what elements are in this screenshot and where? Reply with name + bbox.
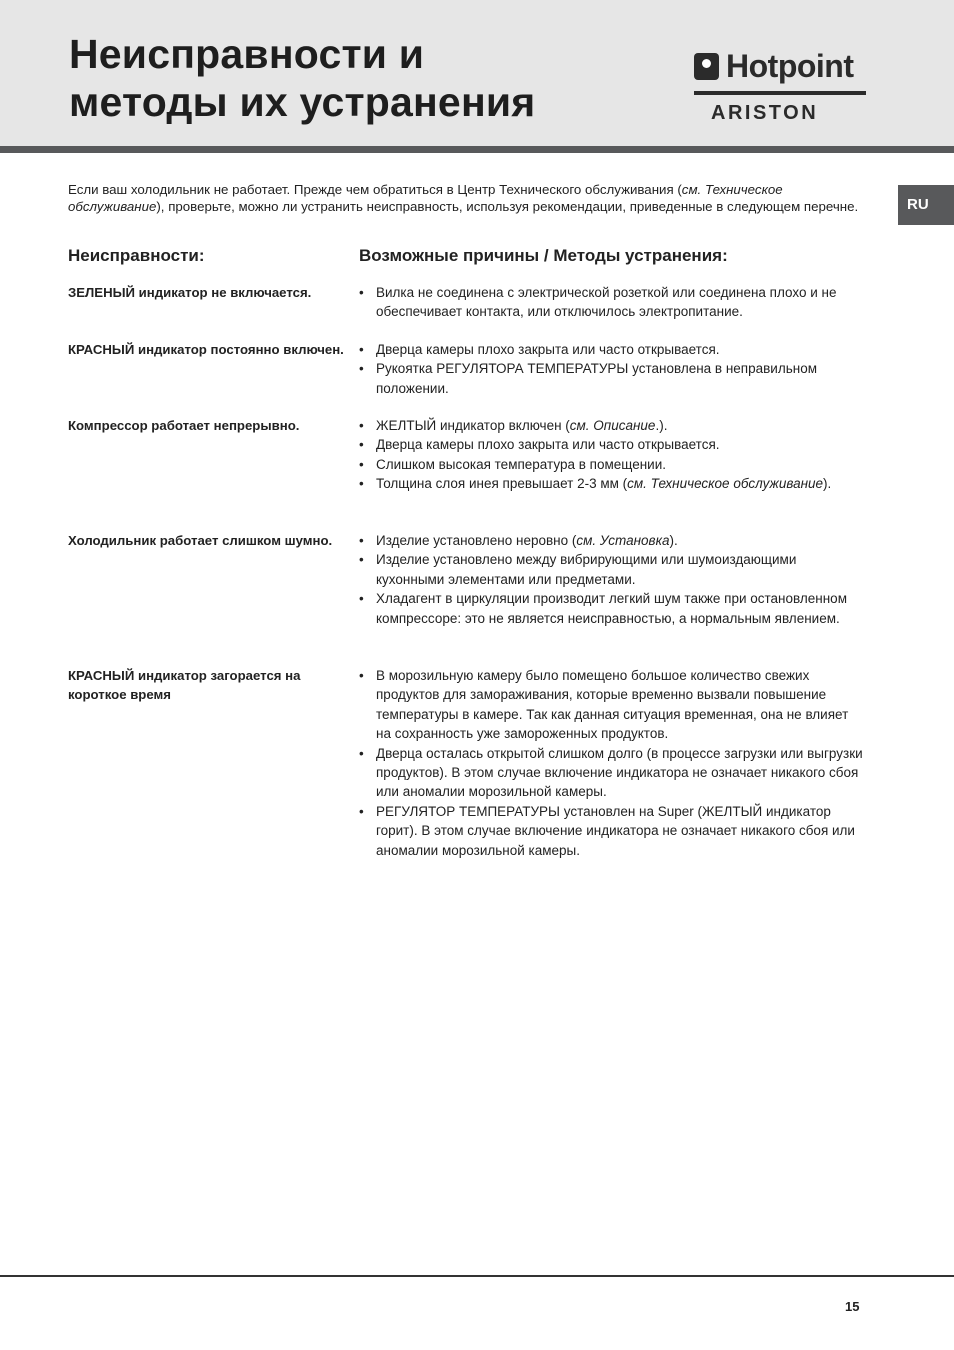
logo-divider [694,91,866,95]
cause-text: Толщина слоя инея превышает 2-3 мм ( [376,476,628,492]
cause-list [359,531,864,628]
fault-title: КРАСНЫЙ индикатор загорается на короткое время [68,668,301,702]
intro-text-a: Если ваш холодильник не работает. Прежде чем обратиться в Центр Технического обслуживания ( [68,182,682,197]
fault-title: ЗЕЛЕНЫЙ индикатор не включается. [68,285,312,300]
cause-item: • В морозильную камеру было помещено большое количество свежих продуктов для замораживания, которые временно вызвали повышение температуры в камере. Так как данная ситуация временная, она не влияет на сохранность уже замороженных продуктов. [359,666,864,744]
cause-text: ). [669,533,678,548]
cause-item: • Дверца камеры плохо закрыта или часто открывается. [359,340,864,359]
cause-item: • Хладагент в циркуляции производит легкий шум также при остановленном компрессоре: это не является неисправностью, а нормальным явлением. [359,589,864,628]
cause-text: Изделие установлено неровно ( [376,533,577,548]
cause-reference: см. Техническое обслуживание [627,476,824,492]
cause-reference: см. Установка [576,533,670,548]
cause-reference: см. Описание [569,418,656,433]
fault-title: Компрессор работает непрерывно. [68,418,300,433]
cause-text: ). [823,476,832,492]
page-number: 15 [845,1299,860,1314]
language-tab: RU [898,185,954,225]
cause-text: .). [655,418,668,433]
cause-list [359,283,864,322]
intro-reference: см. Техническое обслуживание [68,182,783,215]
cause-item: • Изделие установлено между вибрирующими или шумоиздающими кухонными элементами или предметами. [359,550,864,589]
cause-item: • Вилка не соединена с электрической розеткой или соединена плохо и не обеспечивает контакта, или отключилось электропитание. [359,283,864,322]
cause-item: • Дверца осталась открытой слишком долго (в процессе загрузки или выгрузки продуктов). В этом случае включение индикатора не означает никакого сбоя или аномалии морозильной камеры. [359,744,864,802]
cause-item: • Дверца камеры плохо закрыта или часто открывается. [359,435,864,454]
cause-item: • Слишком высокая температура в помещении. [359,455,864,474]
cause-list [359,416,864,494]
logo-brand-text: Hotpoint [726,48,854,84]
brand-mark-icon [694,53,719,80]
page-title-line-1: Неисправности и [69,31,425,77]
cause-item [359,416,864,435]
cause-list [359,340,864,398]
cause-text: ЖЕЛТЫЙ индикатор включен ( [376,418,570,433]
logo-sub-text: ARISTON [711,102,819,124]
header-divider-bar [0,146,954,153]
faults-column-heading: Неисправности: [68,246,205,265]
causes-column-heading: Возможные причины / Методы устранения: [359,246,728,265]
cause-item: • РЕГУЛЯТОР ТЕМПЕРАТУРЫ установлен на Super (ЖЕЛТЫЙ индикатор горит). В этом случае включение индикатора не означает никакого сбоя или аномалии морозильной камеры. [359,802,864,860]
hotpoint-ariston-logo [694,48,869,124]
page-title [69,30,535,126]
cause-item [359,474,864,493]
fault-title: КРАСНЫЙ индикатор постоянно включен. [68,342,344,357]
intro-text-b: ), проверьте, можно ли устранить неисправность, используя рекомендации, приведенные в следующем перечне. [156,199,859,215]
intro-paragraph [68,181,868,215]
fault-title: Холодильник работает слишком шумно. [68,533,333,548]
footer-divider [0,1275,954,1277]
cause-item [359,531,864,550]
page-header [0,0,954,146]
page-title-line-2: методы их устранения [69,79,536,125]
cause-list [359,666,864,860]
cause-item: • Рукоятка РЕГУЛЯТОРА ТЕМПЕРАТУРЫ установлена в неправильном положении. [359,359,864,398]
